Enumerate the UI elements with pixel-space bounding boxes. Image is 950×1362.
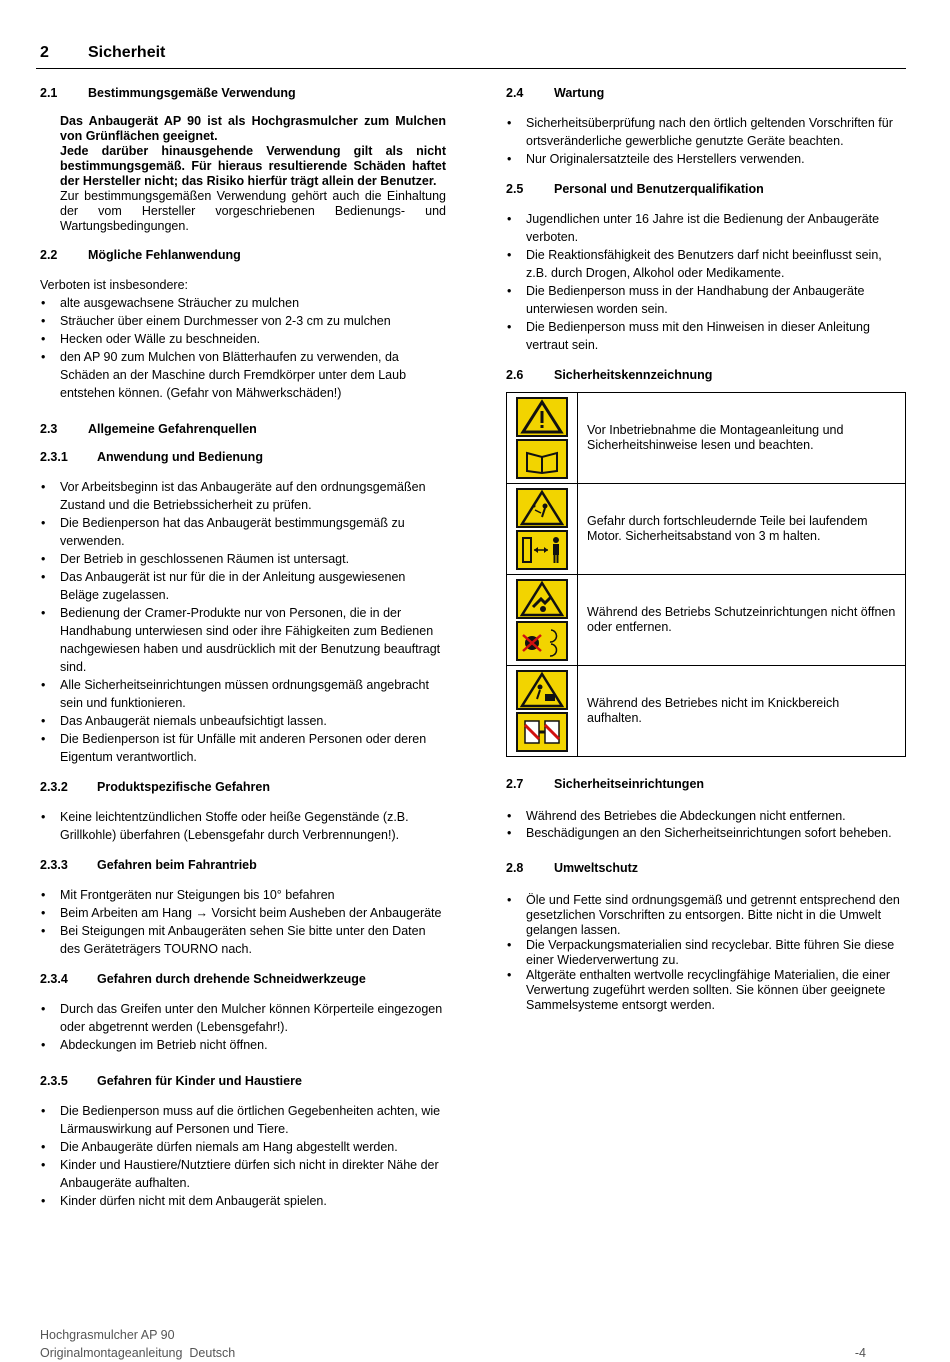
list-item: • alte ausgewachsene Sträucher zu mulchen — [40, 294, 446, 312]
misuse-list — [40, 294, 446, 402]
table-row — [507, 393, 906, 484]
intended-use-bold-1: Das Anbaugerät AP 90 ist als Hochgrasmulcher zum Mulchen von Grünflächen geeignet. — [60, 114, 446, 143]
section-heading-2-1: 2.1 Bestimmungsgemäße Verwendung — [40, 86, 296, 100]
footer-product: Hochgrasmulcher AP 90 — [40, 1328, 175, 1342]
page-footer — [40, 1326, 870, 1362]
list-item: • Das Anbaugerät ist nur für die in der Anleitung ausgewiesenen Beläge zugelassen. — [40, 568, 446, 604]
sign-cell — [507, 575, 578, 666]
section-heading-2-5: 2.5 Personal und Benutzerqualifikation — [506, 182, 764, 196]
list-item: • Die Bedienperson ist für Unfälle mit anderen Personen oder deren Eigentum verantwortlich. — [40, 730, 446, 766]
list-item: • Kinder dürfen nicht mit dem Anbaugerät spielen. — [40, 1192, 446, 1210]
hand-cut-hazard-icon — [515, 579, 569, 619]
sign-text: Während des Betriebs Schutzeinrichtungen nicht öffnen oder entfernen. — [578, 575, 906, 666]
list-item: • Die Verpackungsmaterialien sind recyclebar. Bitte führen Sie diese einer Wiederverwertung zu. — [506, 938, 904, 968]
section-heading-2-3-1: 2.3.1 Anwendung und Bedienung — [40, 450, 263, 464]
sign-cell — [507, 393, 578, 484]
list-item: • Bei Steigungen mit Anbaugeräten sehen Sie bitte unter den Daten des Geräteträgers TOURNO nach. — [40, 922, 446, 958]
misuse-intro: Verboten ist insbesondere: — [40, 278, 189, 292]
chapter-title: Sicherheit — [88, 44, 166, 61]
list-item: • Die Bedienperson hat das Anbaugerät bestimmungsgemäß zu verwenden. — [40, 514, 446, 550]
section-heading-2-3: 2.3 Allgemeine Gefahrenquellen — [40, 422, 257, 436]
rotating-parts-icon — [515, 621, 569, 661]
chapter-heading — [36, 44, 906, 69]
left-column — [40, 86, 446, 1210]
environment-list — [506, 893, 904, 1013]
table-row — [507, 575, 906, 666]
section-heading-2-2: 2.2 Mögliche Fehlanwendung — [40, 248, 241, 262]
list-item: • Während des Betriebes die Abdeckungen nicht entfernen. — [506, 809, 904, 824]
section-heading-2-3-4: 2.3.4 Gefahren durch drehende Schneidwerkzeuge — [40, 972, 366, 986]
safety-signs-table — [506, 392, 906, 757]
list-item: • Die Bedienperson muss auf die örtlichen Gegebenheiten achten, wie Lärmauswirkung auf Personen und Tiere. — [40, 1102, 446, 1138]
page-number: -4 — [854, 1346, 866, 1360]
list-item: • Beschädigungen an den Sicherheitseinrichtungen sofort beheben. — [506, 826, 904, 841]
crush-hazard-icon — [515, 670, 569, 710]
product-hazards-list — [40, 808, 446, 844]
list-item: • Abdeckungen im Betrieb nicht öffnen. — [40, 1036, 446, 1054]
section-heading-2-8: 2.8 Umweltschutz — [506, 861, 639, 875]
sign-text: Während des Betriebes nicht im Knickbereich aufhalten. — [578, 666, 906, 757]
chapter-number: 2 — [40, 44, 49, 61]
list-item: • Keine leichtentzündlichen Stoffe oder heiße Gegenstände (z.B. Grillkohle) überfahren (Lebensgefahr durch Verbrennungen!). — [40, 808, 446, 844]
table-row — [507, 484, 906, 575]
cutting-hazards-list — [40, 1000, 446, 1054]
drive-hazards-list — [40, 886, 446, 958]
safety-distance-icon — [515, 530, 569, 570]
intended-use-text — [40, 114, 446, 234]
sign-cell — [507, 484, 578, 575]
list-item: • Durch das Greifen unter den Mulcher können Körperteile eingezogen oder abgetrennt werden (Lebensgefahr!). — [40, 1000, 446, 1036]
list-item: • Das Anbaugerät niemals unbeaufsichtigt lassen. — [40, 712, 446, 730]
list-item: • Die Bedienperson muss in der Handhabung der Anbaugeräte unterwiesen worden sein. — [506, 282, 904, 318]
list-item: • Kinder und Haustiere/Nutztiere dürfen sich nicht in direkter Nähe der Anbaugeräte aufhalten. — [40, 1156, 446, 1192]
table-row — [507, 666, 906, 757]
footer-manual: Originalmontageanleitung Deutsch — [40, 1346, 236, 1360]
list-item: • den AP 90 zum Mulchen von Blätterhaufen zu verwenden, da Schäden an der Maschine durch Fremdkörper unter dem Laub entstehen können. (Gefahr von Mähwerkschäden!) — [40, 348, 446, 402]
list-item: • Sträucher über einem Durchmesser von 2-3 cm zu mulchen — [40, 312, 446, 330]
list-item: • Hecken oder Wälle zu beschneiden. — [40, 330, 446, 348]
operation-list — [40, 478, 446, 766]
intended-use-bold-2: Jede darüber hinausgehende Verwendung gilt als nicht bestimmungsgemäß. Für hieraus resultierende Schäden haftet der Hersteller nicht; das Risiko hierfür trägt allein der Benutzer. — [60, 144, 446, 188]
sign-text: Vor Inbetriebnahme die Montageanleitung und Sicherheitshinweise lesen und beachten. — [578, 393, 906, 484]
list-item: • Nur Originalersatzteile des Herstellers verwenden. — [506, 150, 904, 168]
warning-triangle-icon — [515, 397, 569, 437]
read-manual-icon — [515, 439, 569, 479]
list-item: • Die Bedienperson muss mit den Hinweisen in dieser Anleitung vertraut sein. — [506, 318, 904, 354]
list-item: • Mit Frontgeräten nur Steigungen bis 10° befahren — [40, 886, 446, 904]
list-item: • Altgeräte enthalten wertvolle recyclingfähige Materialien, die einer Verwertung zugeführt werden sollten. Sie können über geeignete Sammelsysteme entsorgt werden. — [506, 968, 904, 1013]
section-heading-2-4: 2.4 Wartung — [506, 86, 605, 100]
section-heading-2-6: 2.6 Sicherheitskennzeichnung — [506, 368, 713, 382]
maintenance-list — [506, 114, 904, 168]
list-item: • Die Reaktionsfähigkeit des Benutzers darf nicht beeinflusst sein, z.B. durch Drogen, Alkohol oder Medikamente. — [506, 246, 904, 282]
list-item: • Öle und Fette sind ordnungsgemäß und getrennt entsprechend den gesetzlichen Vorschriften zu entsorgen. Bitte nicht in die Umwelt gelangen lassen. — [506, 893, 904, 938]
safety-devices-list — [506, 809, 904, 841]
list-item: • Vor Arbeitsbeginn ist das Anbaugeräte auf den ordnungsgemäßen Zustand und die Betriebssicherheit zu prüfen. — [40, 478, 446, 514]
intended-use-normal: Zur bestimmungsgemäßen Verwendung gehört auch die Einhaltung der vom Hersteller vorgeschriebenen Bedienungs- und Wartungsbedingungen. — [60, 189, 446, 233]
list-item: • Der Betrieb in geschlossenen Räumen ist untersagt. — [40, 550, 446, 568]
list-item: • Jugendlichen unter 16 Jahre ist die Bedienung der Anbaugeräte verboten. — [506, 210, 904, 246]
list-item: • Die Anbaugeräte dürfen niemals am Hang abgestellt werden. — [40, 1138, 446, 1156]
list-item: • Sicherheitsüberprüfung nach den örtlich geltenden Vorschriften für ortsveränderliche gewerbliche genutzte Geräte beachten. — [506, 114, 904, 150]
section-heading-2-3-2: 2.3.2 Produktspezifische Gefahren — [40, 780, 270, 794]
list-item: • Beim Arbeiten am Hang → Vorsicht beim Ausheben der Anbaugeräte — [40, 904, 446, 922]
section-heading-2-7: 2.7 Sicherheitseinrichtungen — [506, 777, 705, 791]
thrown-objects-icon — [515, 488, 569, 528]
children-pets-list — [40, 1102, 446, 1210]
list-item: • Alle Sicherheitseinrichtungen müssen ordnungsgemäß angebracht sein und funktionieren. — [40, 676, 446, 712]
section-heading-2-3-5: 2.3.5 Gefahren für Kinder und Haustiere — [40, 1074, 302, 1088]
right-column — [506, 86, 904, 1013]
list-item: • Bedienung der Cramer-Produkte nur von Personen, die in der Handhabung unterwiesen sind oder ihre Fähigkeiten zum Bedienen nachgewiesen haben und ausdrücklich mit der Benutzung beauftragt sind. — [40, 604, 446, 676]
sign-text: Gefahr durch fortschleudernde Teile bei laufendem Motor. Sicherheitsabstand von 3 m halten. — [578, 484, 906, 575]
pivot-area-icon — [515, 712, 569, 752]
sign-cell — [507, 666, 578, 757]
personnel-list — [506, 210, 904, 354]
section-heading-2-3-3: 2.3.3 Gefahren beim Fahrantrieb — [40, 858, 257, 872]
